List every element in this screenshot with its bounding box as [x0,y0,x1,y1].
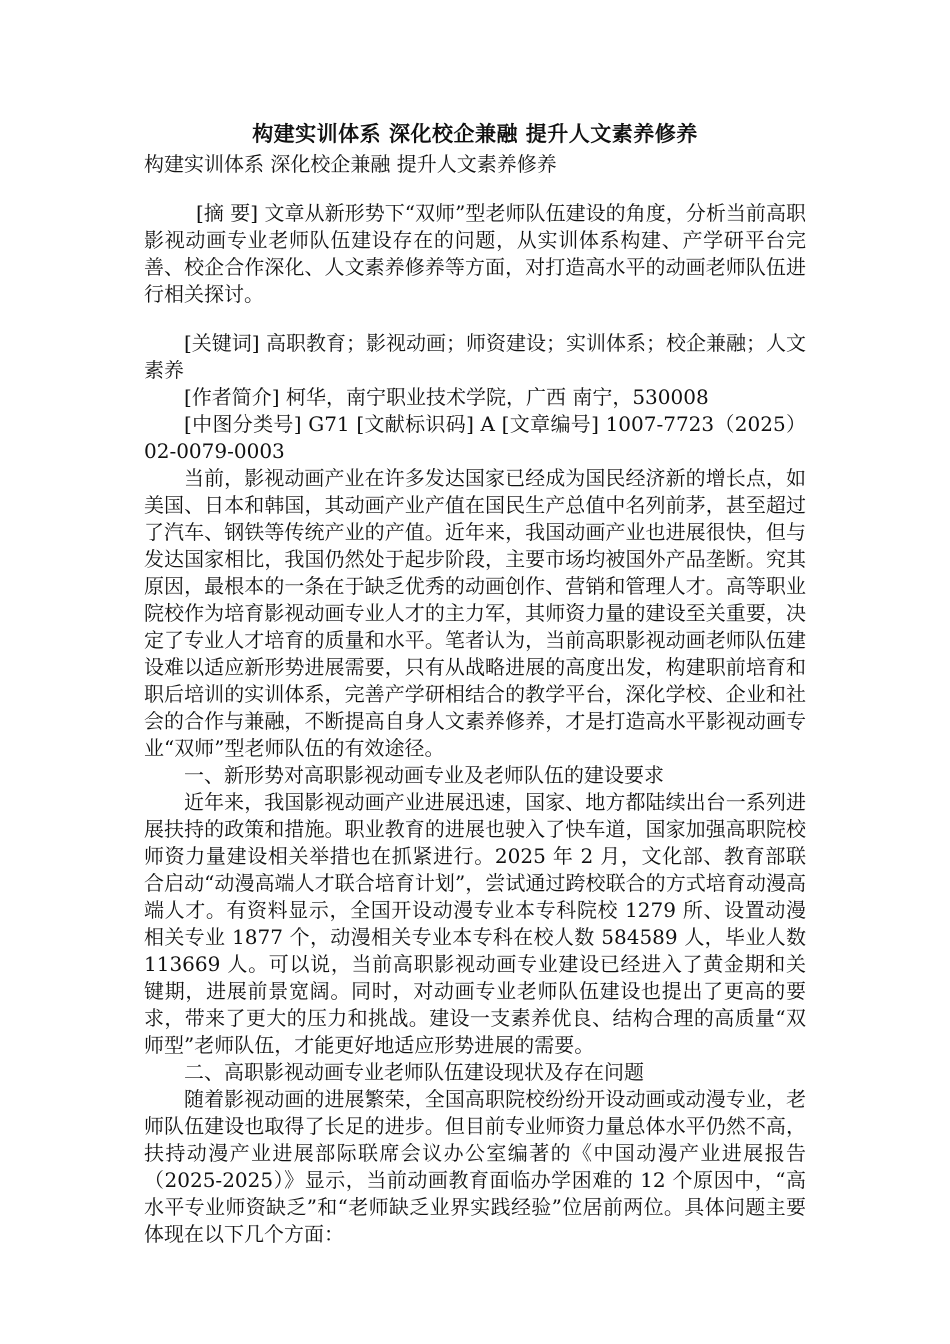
classification-info: [中图分类号] G71 [文献标识码] A [文章编号] 1007-7723（2025）02-0079-0003 [144,412,806,463]
document-subtitle: 构建实训体系 深化校企兼融 提升人文素养修养 [144,152,557,176]
keywords: [关键词] 高职教育；影视动画；师资建设；实训体系；校企兼融；人文素养 [144,331,806,382]
body-paragraph-section-1: 近年来，我国影视动画产业进展迅速，国家、地方都陆续出台一系列进展扶持的政策和措施。职业教育的进展也驶入了快车道，国家加强高职院校师资力量建设相关举措也在抓紧进行。2025 年 2 月，文化部、教育部联合启动“动漫高端人才联合培育计划”，尝试通过跨校联合的方式培育动漫高端人才。有资料显示，全国开设动漫专业本专科院校 1279 所、设置动漫相关专业 1877 个，动漫相关专业本专科在校人数 584589 人，毕业人数 113669 人。可以说，当前高职影视动画专业建设已经进入了黄金期和关键期，进展前景宽阔。同时，对动画专业老师队伍建设也提出了更高的要求，带来了更大的压力和挑战。建设一支素养优良、结构合理的高质量“双师型”老师队伍，才能更好地适应形势进展的需要。 [144,790,806,1057]
abstract: [摘 要] 文章从新形势下“双师”型老师队伍建设的角度，分析当前高职影视动画专业老师队伍建设存在的问题，从实训体系构建、产学研平台完善、校企合作深化、人文素养修养等方面，对打造高水平的动画老师队伍进行相关探讨。 [144,201,806,306]
document-title: 构建实训体系 深化校企兼融 提升人文素养修养 [252,121,698,146]
body-paragraph-section-2: 随着影视动画的进展繁荣，全国高职院校纷纷开设动画或动漫专业，老师队伍建设也取得了长足的进步。但目前专业师资力量总体水平仍然不高， 扶持动漫产业进展部际联席会议办公室编著的《中国动漫产业进展报告（2025-2025）》显示，当前动画教育面临办学困难的 12 个原因中，“高水平专业师资缺乏”和“老师缺乏业界实践经验”位居前两位。具体问题主要体现在以下几个方面： [144,1087,806,1246]
author-info: [作者简介] 柯华，南宁职业技术学院，广西 南宁，530008 [184,385,709,409]
body-paragraph-intro: 当前，影视动画产业在许多发达国家已经成为国民经济新的增长点，如美国、日本和韩国，其动画产业产值在国民生产总值中名列前茅，甚至超过了汽车、钢铁等传统产业的产值。近年来，我国动画产业也进展很快，但与发达国家相比，我国仍然处于起步阶段，主要市场均被国外产品垄断。究其原因，最根本的一条在于缺乏优秀的动画创作、营销和管理人才。高等职业院校作为培育影视动画专业人才的主力军，其师资力量的建设至关重要，决定了专业人才培育的质量和水平。笔者认为，当前高职影视动画老师队伍建设难以适应新形势进展需要，只有从战略进展的高度出发，构建职前培育和职后培训的实训体系，完善产学研相结合的教学平台，深化学校、企业和社会的合作与兼融，不断提高自身人文素养修养，才是打造高水平影视动画专业“双师”型老师队伍的有效途径。 [144,466,806,760]
section-heading-1: 一、新形势对高职影视动画专业及老师队伍的建设要求 [184,763,664,787]
section-heading-2: 二、高职影视动画专业老师队伍建设现状及存在问题 [184,1060,644,1084]
